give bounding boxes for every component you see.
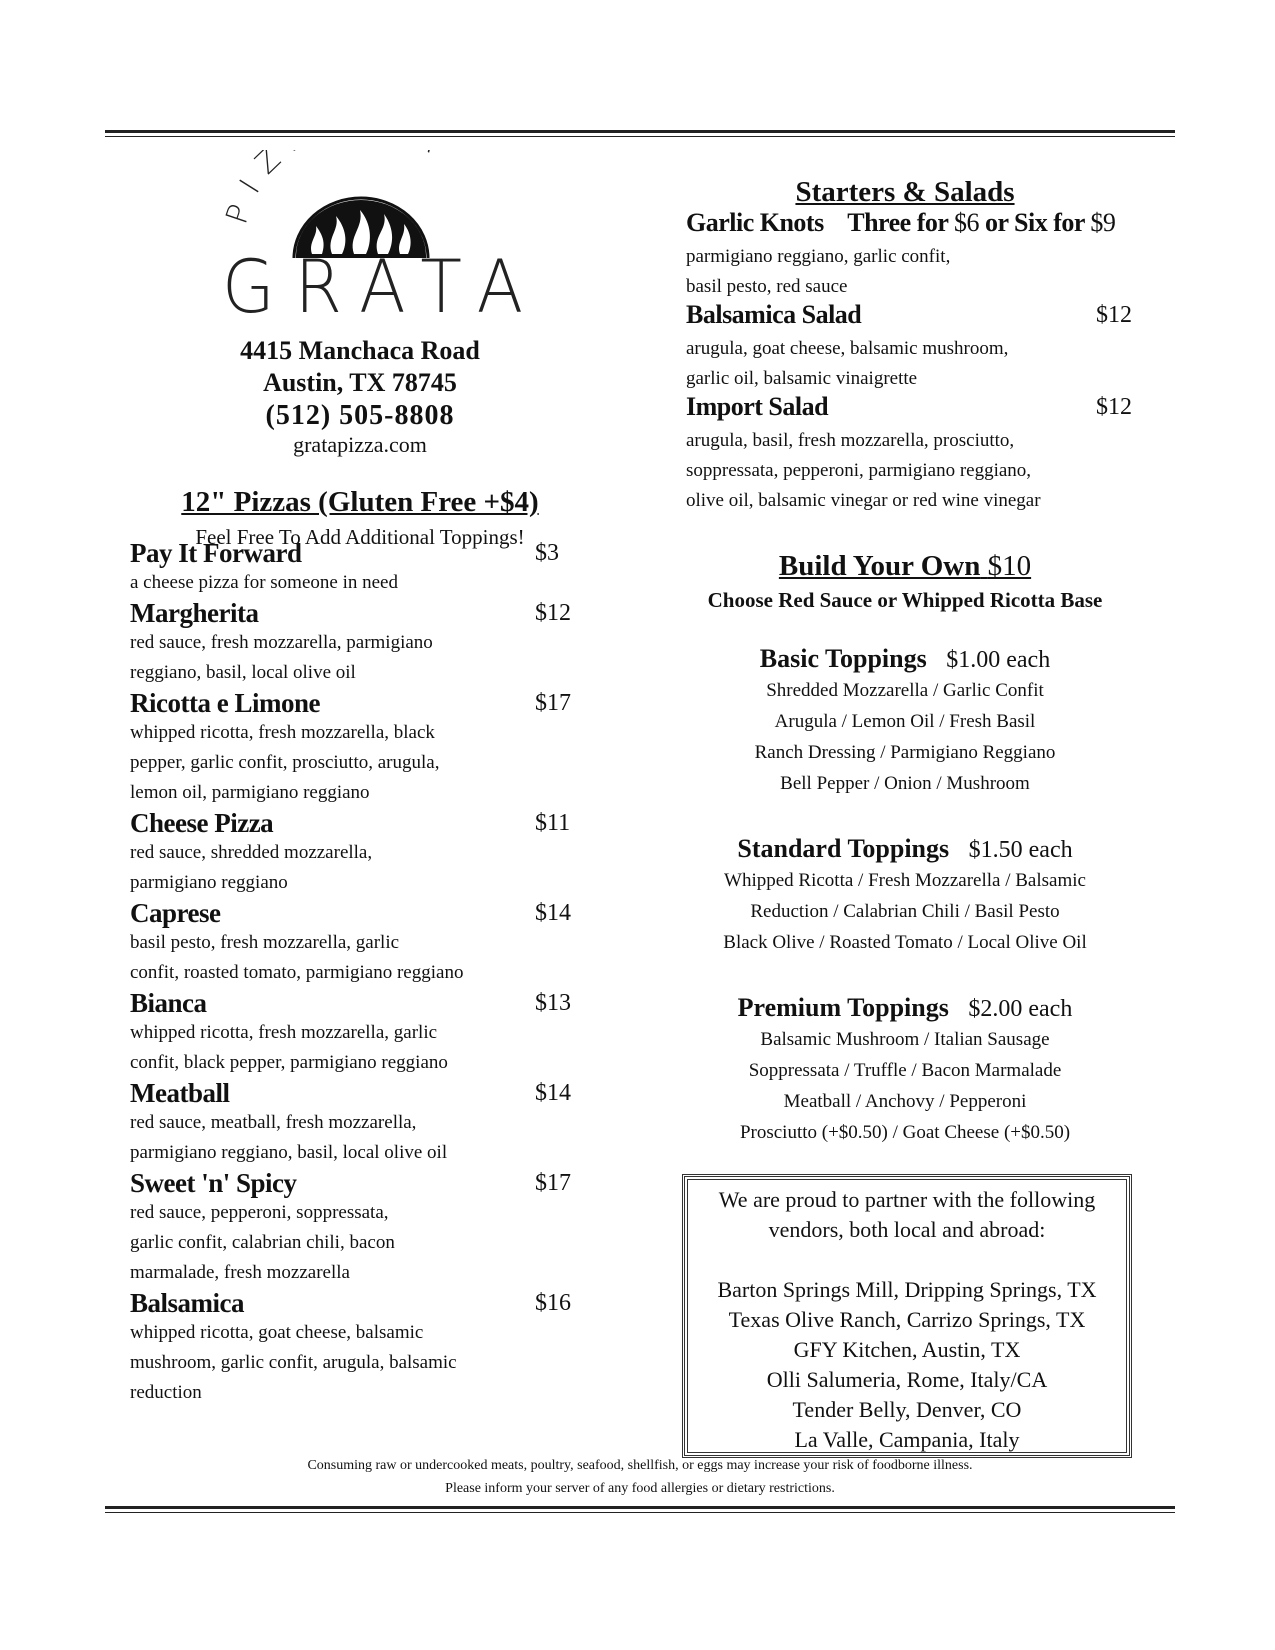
desc-line: garlic oil, balsamic vinaigrette [686,368,918,389]
desc-line: olive oil, balsamic vinegar or red wine vinegar [686,490,1041,511]
pizza-name: Pay It Forward [130,538,302,568]
pizzeria-grata-logo [222,150,544,331]
website-link[interactable]: gratapizza.com [293,432,427,457]
desc-line: arugula, goat cheese, balsamic mushroom, [686,338,1009,359]
desc-line: parmigiano reggiano, basil, local olive oil [130,1142,448,1163]
topping-group-name: Standard Toppings [737,834,950,863]
vendor-item: Barton Springs Mill, Dripping Springs, TX [717,1277,1097,1302]
logo-wordmark: GRATA [222,244,544,331]
starter-desc [686,334,1008,394]
vendor-item: Olli Salumeria, Rome, Italy/CA [766,1367,1048,1392]
build-heading-price: $10 [987,550,1032,582]
garlic-knots-price-b: $9 [1090,208,1116,237]
garlic-knots-name: Garlic Knots [686,208,824,237]
desc-line: red sauce, shredded mozzarella, [130,842,373,863]
street-address: 4415 Manchaca Road [240,336,480,365]
starter-name: Balsamica Salad [686,300,862,329]
vendor-item: Texas Olive Ranch, Carrizo Springs, TX [728,1307,1086,1332]
desc-line: confit, roasted tomato, parmigiano reggiano [130,962,464,983]
vendor-intro-line: vendors, both local and abroad: [768,1217,1046,1242]
pizza-price: $3 [535,540,559,566]
topping-line: Ranch Dressing / Parmigiano Reggiano [754,742,1056,763]
garlic-knots-line [686,208,1115,238]
topping-group-price: $2.00 each [968,996,1073,1022]
vendor-intro-line: We are proud to partner with the following [718,1187,1096,1212]
vendor-item: GFY Kitchen, Austin, TX [793,1337,1021,1362]
vendor-item: La Valle, Campania, Italy [794,1427,1020,1452]
vendor-item: Tender Belly, Denver, CO [792,1397,1022,1422]
pizza-desc [130,628,433,688]
flame-arc-icon [222,150,500,260]
top-divider [105,130,1175,133]
pizzas-heading: 12" Pizzas (Gluten Free +$4) [181,486,539,518]
topping-line: Whipped Ricotta / Fresh Mozzarella / Balsamic [724,870,1086,891]
pizza-desc [130,568,398,598]
pizza-name: Sweet 'n' Spicy [130,1168,297,1198]
desc-line: confit, black pepper, parmigiano reggiano [130,1052,448,1073]
topping-group-heading [685,834,1125,864]
pizza-price: $14 [535,900,571,926]
pizza-price: $17 [535,690,571,716]
vendor-spacer [685,1245,1129,1275]
food-safety-notice: Consuming raw or undercooked meats, poultry, seafood, shellfish, or eggs may increase your risk of foodborne illness. [307,1458,973,1473]
topping-line: Soppressata / Truffle / Bacon Marmalade [748,1060,1062,1081]
garlic-knots-price-a: $6 [953,208,979,237]
desc-line: garlic confit, calabrian chili, bacon [130,1232,395,1253]
topping-group-name: Basic Toppings [759,644,927,673]
pizza-price: $12 [535,600,571,626]
desc-line: red sauce, meatball, fresh mozzarella, [130,1112,417,1133]
pizza-desc [130,1318,457,1408]
garlic-knots-desc [686,242,950,302]
desc-line: reggiano, basil, local olive oil [130,662,356,683]
pizza-name: Margherita [130,598,259,628]
topping-line: Prosciutto (+$0.50) / Goat Cheese (+$0.50) [739,1122,1071,1143]
desc-line: lemon oil, parmigiano reggiano [130,782,370,803]
garlic-knots-offer-join: or Six for [984,208,1085,237]
desc-line: soppressata, pepperoni, parmigiano reggiano, [686,460,1032,481]
build-subheading: Choose Red Sauce or Whipped Ricotta Base [707,588,1103,612]
pizza-price: $11 [535,810,571,836]
topping-group-heading [685,993,1125,1023]
pizza-name: Ricotta e Limone [130,688,320,718]
svg-text:PIZZERIA: PIZ [222,150,299,229]
desc-line: marmalade, fresh mozzarella [130,1262,350,1283]
vendor-list [685,1275,1129,1455]
pizza-price: $16 [535,1290,571,1316]
desc-line: basil pesto, fresh mozzarella, garlic [130,932,400,953]
topping-line: Bell Pepper / Onion / Mushroom [780,773,1030,794]
desc-line: basil pesto, red sauce [686,276,848,297]
desc-line: a cheese pizza for someone in need [130,572,398,593]
pizza-desc [130,1018,448,1078]
pizza-desc [130,838,372,898]
bottom-divider [105,1506,1175,1509]
topping-group-name: Premium Toppings [737,993,949,1022]
vendor-partners-box [682,1174,1132,1458]
city-address: Austin, TX 78745 [263,368,457,397]
topping-line: Balsamic Mushroom / Italian Sausage [760,1029,1050,1050]
pizza-name: Balsamica [130,1288,244,1318]
pizza-price: $14 [535,1080,571,1106]
pizza-price: $13 [535,990,571,1016]
topping-line: Reduction / Calabrian Chili / Basil Pesto [750,901,1060,922]
allergy-notice: Please inform your server of any food allergies or dietary restrictions. [445,1481,835,1496]
desc-line: red sauce, pepperoni, soppressata, [130,1202,389,1223]
garlic-knots-offer-a: Three for [847,208,948,237]
starter-name: Import Salad [686,392,829,421]
starter-desc [686,426,1041,516]
pizza-desc [130,1198,395,1288]
desc-line: whipped ricotta, fresh mozzarella, garlic [130,1022,438,1043]
build-your-own-heading [685,550,1125,583]
phone-number[interactable]: (512) 505-8808 [265,400,455,431]
topping-line: Meatball / Anchovy / Pepperoni [783,1091,1027,1112]
desc-line: red sauce, fresh mozzarella, parmigiano [130,632,433,653]
starter-price: $12 [1096,394,1132,420]
desc-line: reduction [130,1382,202,1403]
pizza-name: Cheese Pizza [130,808,274,838]
pizza-name: Meatball [130,1078,230,1108]
pizza-name: Caprese [130,898,221,928]
desc-line: parmigiano reggiano [130,872,288,893]
desc-line: pepper, garlic confit, prosciutto, arugula, [130,752,440,773]
pizza-name: Bianca [130,988,207,1018]
starters-heading: Starters & Salads [795,176,1015,208]
topping-line: Arugula / Lemon Oil / Fresh Basil [774,711,1036,732]
starter-price: $12 [1096,302,1132,328]
pizzas-subheading: Feel Free To Add Additional Toppings! [195,525,525,549]
pizza-desc [130,1108,447,1168]
pizza-desc [130,928,463,988]
desc-line: mushroom, garlic confit, arugula, balsamic [130,1352,457,1373]
topping-group-price: $1.50 each [968,837,1073,863]
desc-line: arugula, basil, fresh mozzarella, prosciutto, [686,430,1015,451]
build-heading-text: Build Your Own [778,550,981,582]
pizza-price: $17 [535,1170,571,1196]
topping-group-heading [685,644,1125,674]
desc-line: parmigiano reggiano, garlic confit, [686,246,951,267]
desc-line: whipped ricotta, goat cheese, balsamic [130,1322,424,1343]
topping-group-price: $1.00 each [946,647,1051,673]
topping-line: Shredded Mozzarella / Garlic Confit [766,680,1044,701]
topping-line: Black Olive / Roasted Tomato / Local Olive Oil [723,932,1087,953]
desc-line: whipped ricotta, fresh mozzarella, black [130,722,435,743]
pizza-desc [130,718,439,808]
